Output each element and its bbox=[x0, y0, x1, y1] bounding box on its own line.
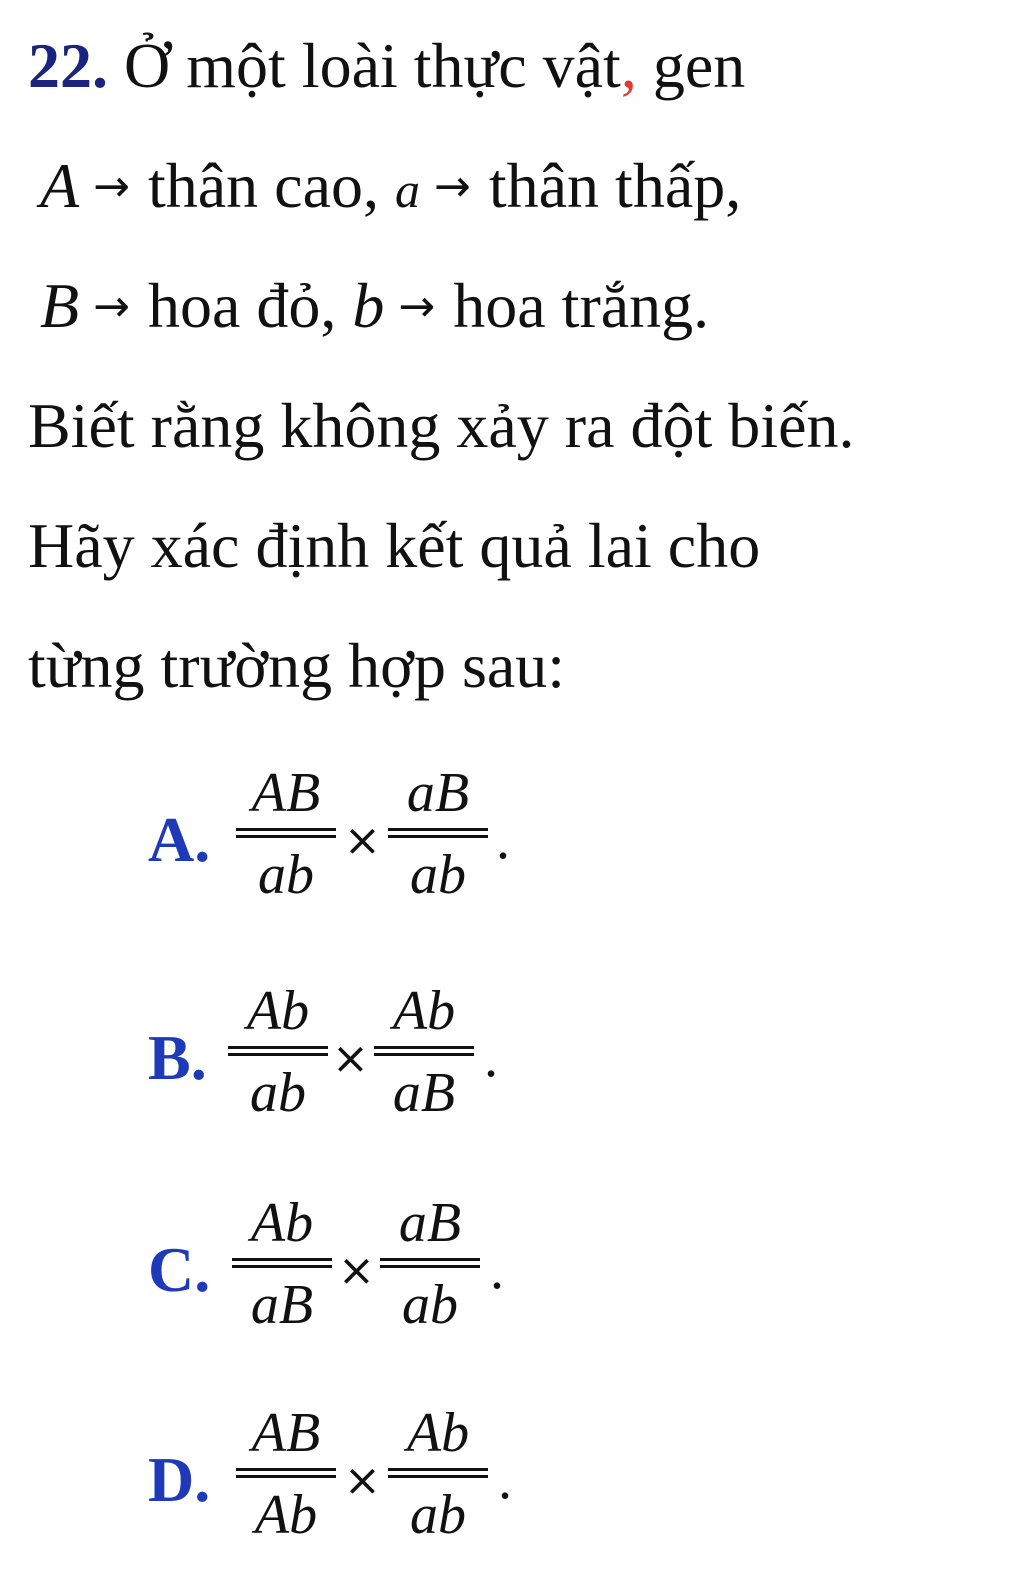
gene-b-symbol: b bbox=[352, 270, 385, 341]
genotype-top: Ab bbox=[250, 1192, 314, 1254]
genotype-bottom: ab bbox=[410, 844, 466, 906]
chromosome-bar bbox=[380, 1256, 480, 1270]
genotype-top: AB bbox=[251, 1402, 321, 1464]
times-icon: × bbox=[344, 1455, 381, 1506]
question-intro-text: Ở một loài thực vật bbox=[124, 30, 621, 101]
option-a-right-genotype bbox=[388, 760, 488, 910]
genotype-bottom: ab bbox=[250, 1062, 306, 1124]
chromosome-bar bbox=[388, 826, 488, 840]
question-line-1 bbox=[28, 26, 745, 106]
option-b[interactable] bbox=[148, 978, 748, 1138]
gene-a-trait: thân thấp, bbox=[488, 150, 742, 221]
gene-A-symbol: A bbox=[40, 150, 80, 221]
option-d-period: . bbox=[498, 1449, 512, 1511]
genotype-top: Ab bbox=[392, 980, 456, 1042]
gene-a-symbol: a bbox=[394, 162, 420, 218]
option-a-label: A. bbox=[148, 804, 211, 875]
chromosome-bar bbox=[374, 1044, 474, 1058]
gene-b-trait: hoa trắng. bbox=[453, 270, 710, 341]
genotype-bottom: aB bbox=[250, 1274, 314, 1336]
option-a[interactable] bbox=[148, 760, 748, 920]
option-a-left-genotype bbox=[236, 760, 336, 910]
gene-A-trait: thân cao, bbox=[147, 150, 379, 221]
times-icon: × bbox=[338, 1245, 375, 1296]
arrow-icon: → bbox=[398, 281, 436, 332]
chromosome-bar bbox=[236, 826, 336, 840]
genotype-top: Ab bbox=[246, 980, 310, 1042]
option-c-right-genotype bbox=[380, 1190, 480, 1340]
genotype-top: AB bbox=[251, 762, 321, 824]
arrow-icon: → bbox=[433, 161, 471, 212]
gene-a-line bbox=[40, 146, 741, 233]
chromosome-bar bbox=[388, 1466, 488, 1480]
condition-line: Biết rằng không xảy ra đột biến. bbox=[28, 390, 855, 461]
option-c-left-genotype bbox=[232, 1190, 332, 1340]
gene-b-line bbox=[40, 266, 709, 353]
gene-B-trait: hoa đỏ, bbox=[147, 270, 337, 341]
times-icon: × bbox=[332, 1033, 369, 1084]
option-a-period: . bbox=[496, 809, 510, 871]
genotype-bottom: ab bbox=[258, 844, 314, 906]
chromosome-bar bbox=[228, 1044, 328, 1058]
genotype-bottom: ab bbox=[410, 1484, 466, 1546]
option-c[interactable] bbox=[148, 1190, 748, 1350]
instruction-line-1: Hãy xác định kết quả lai cho bbox=[28, 510, 761, 581]
question-intro-tail: gen bbox=[636, 30, 746, 101]
option-d[interactable] bbox=[148, 1400, 748, 1560]
option-c-label: C. bbox=[148, 1234, 211, 1305]
question-intro-comma: , bbox=[620, 30, 637, 101]
option-b-period: . bbox=[484, 1027, 498, 1089]
option-d-left-genotype bbox=[236, 1400, 336, 1550]
option-c-period: . bbox=[490, 1239, 504, 1301]
chromosome-bar bbox=[232, 1256, 332, 1270]
instruction-line-2: từng trường hợp sau: bbox=[28, 630, 566, 701]
option-b-left-genotype bbox=[228, 978, 328, 1128]
option-b-right-genotype bbox=[374, 978, 474, 1128]
chromosome-bar bbox=[236, 1466, 336, 1480]
question-number: 22. bbox=[28, 30, 108, 101]
option-b-label: B. bbox=[148, 1022, 207, 1093]
arrow-icon: → bbox=[93, 161, 130, 212]
option-d-label: D. bbox=[148, 1444, 211, 1515]
gene-B-symbol: B bbox=[40, 270, 80, 341]
option-d-right-genotype bbox=[388, 1400, 488, 1550]
genotype-bottom: ab bbox=[402, 1274, 458, 1336]
genotype-top: Ab bbox=[406, 1402, 470, 1464]
times-icon: × bbox=[344, 815, 381, 866]
genotype-top: aB bbox=[398, 1192, 462, 1254]
genotype-bottom: aB bbox=[392, 1062, 456, 1124]
genotype-top: aB bbox=[406, 762, 470, 824]
genotype-bottom: Ab bbox=[254, 1484, 318, 1546]
arrow-icon: → bbox=[93, 281, 130, 332]
